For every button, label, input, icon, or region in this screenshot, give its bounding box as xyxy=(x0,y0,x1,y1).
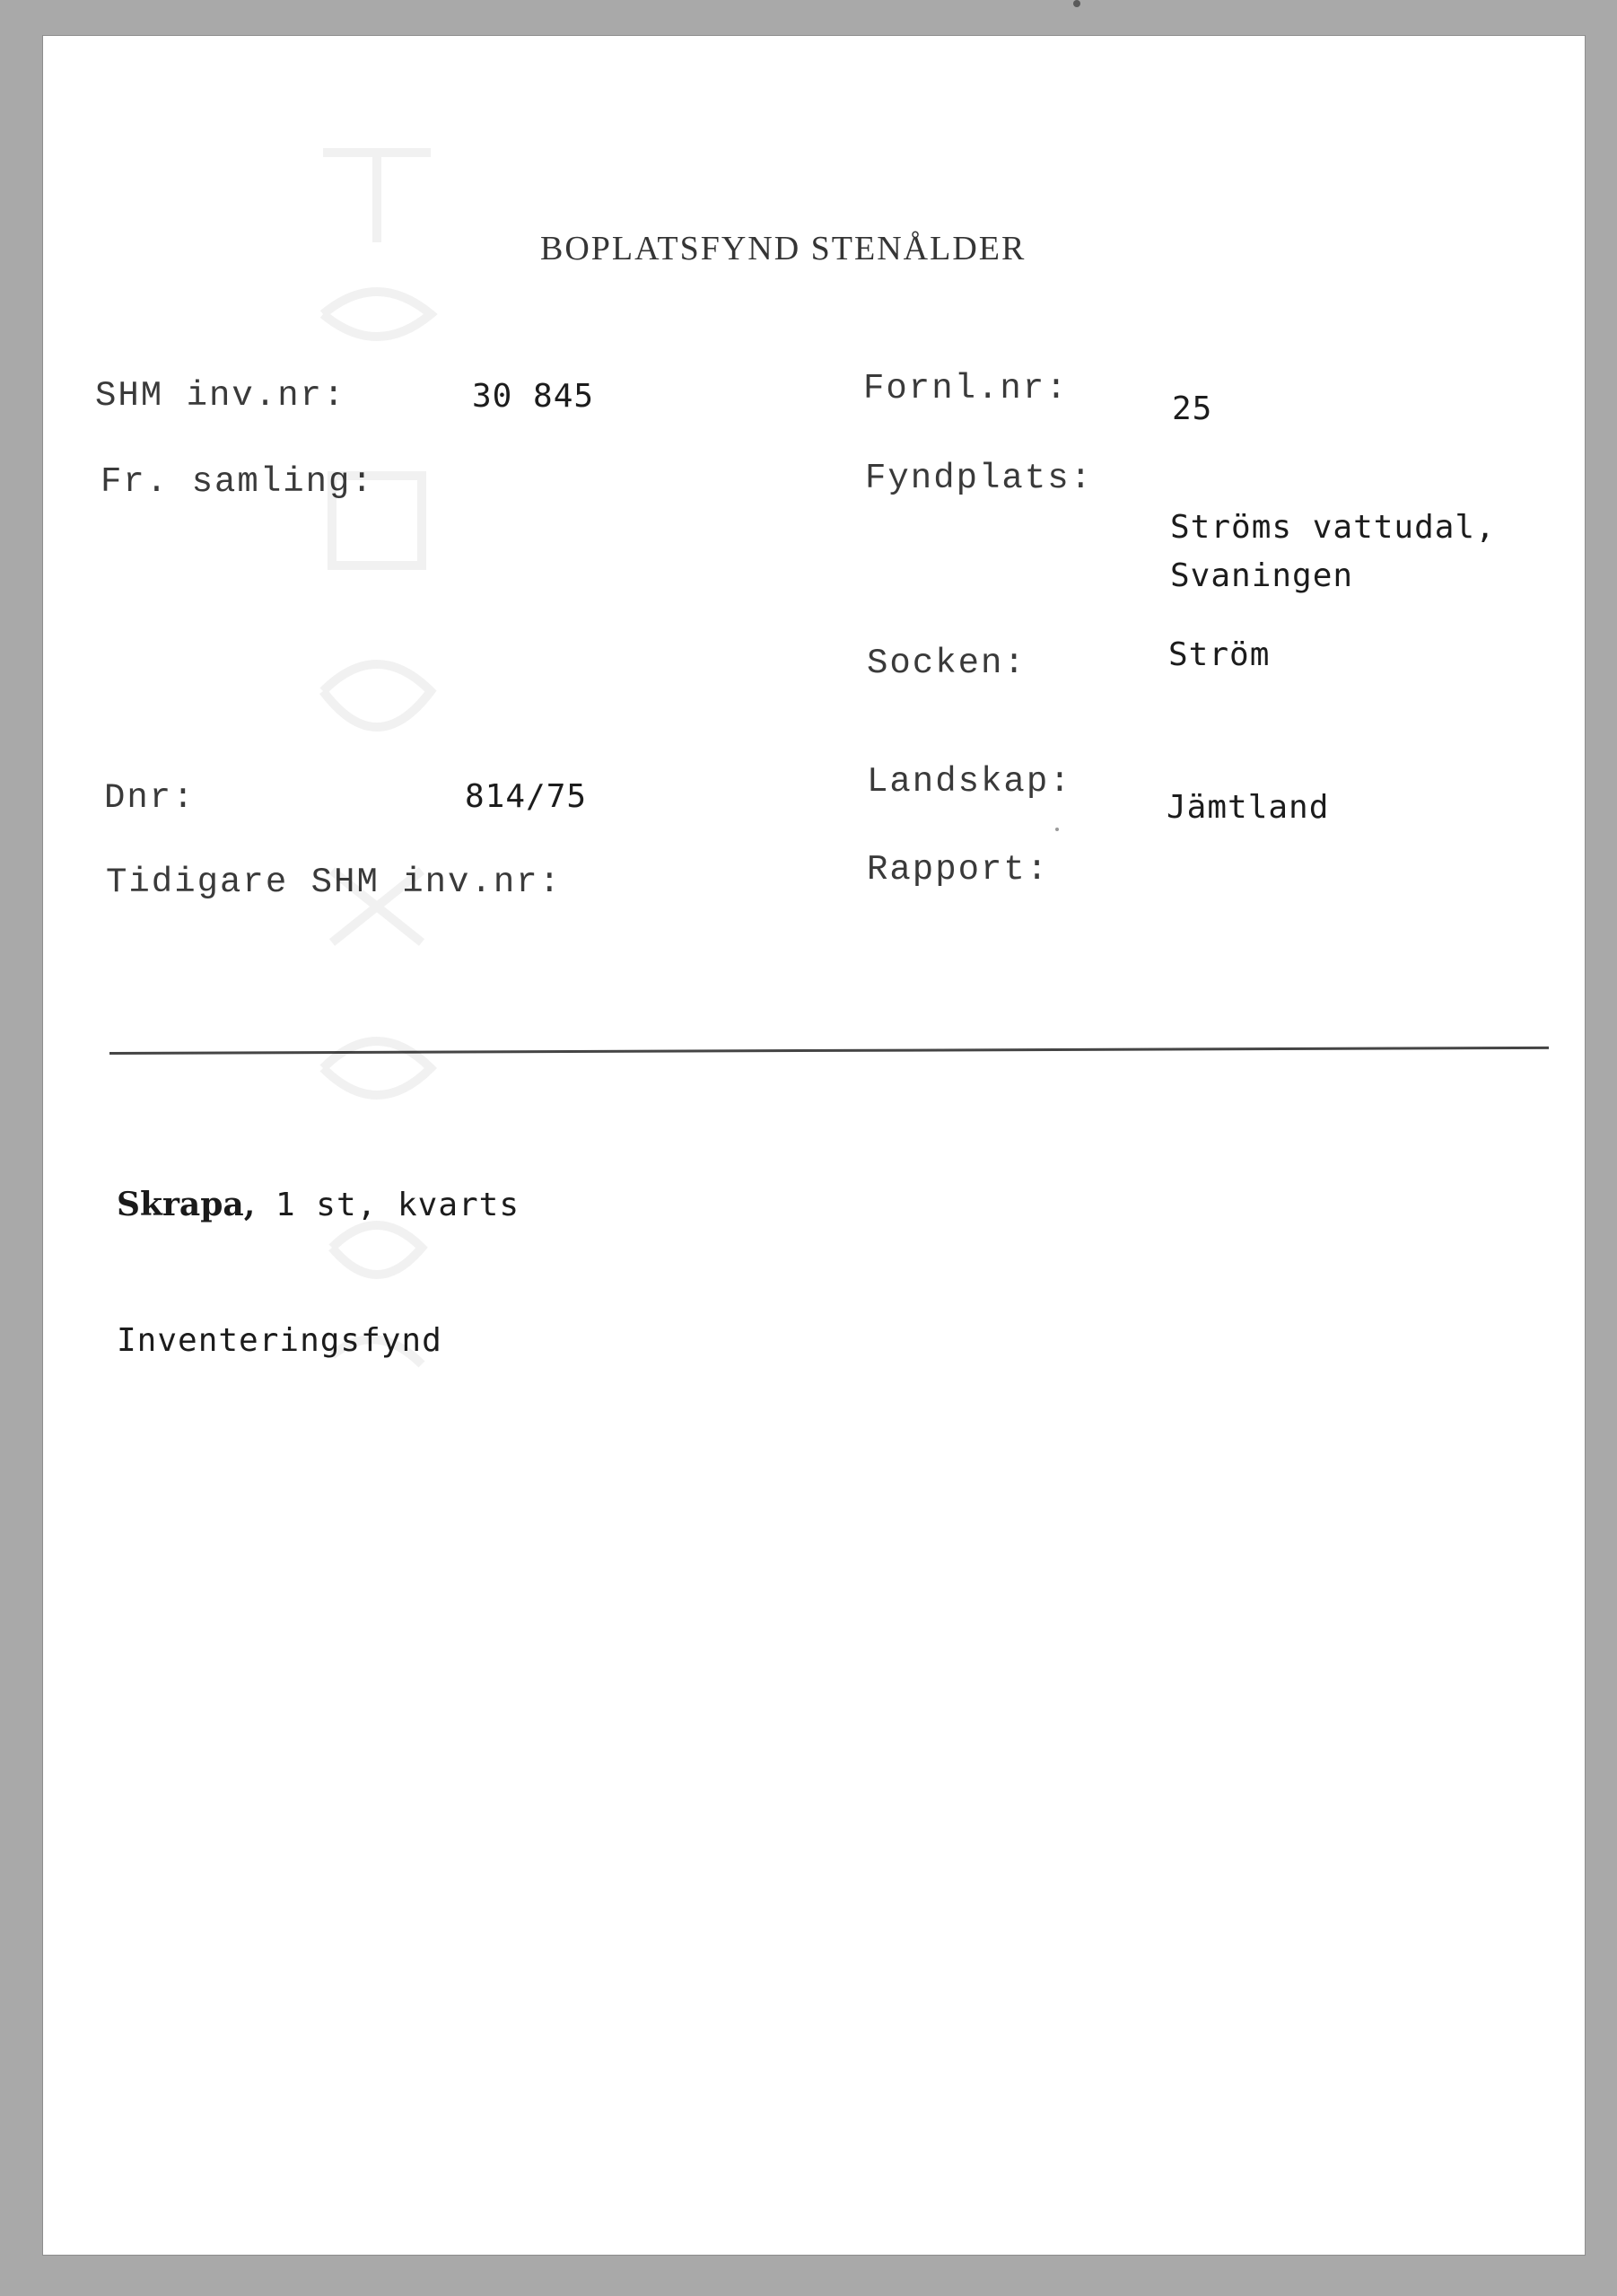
paper-speck xyxy=(1055,828,1059,831)
label-landskap: Landskap: xyxy=(867,762,1072,802)
label-rapport: Rapport: xyxy=(867,850,1050,889)
value-shm-inv-nr: 30 845 xyxy=(472,378,595,415)
find-item-details: 1 st, kvarts xyxy=(255,1187,520,1223)
value-fyndplats-line2: Svaningen xyxy=(1170,557,1354,594)
paper-speck xyxy=(1073,0,1080,7)
value-fornl-nr: 25 xyxy=(1172,390,1213,427)
value-fyndplats-line1: Ströms vattudal, xyxy=(1170,509,1496,546)
find-description xyxy=(117,1188,520,1222)
label-dnr: Dnr: xyxy=(104,778,196,818)
value-landskap: Jämtland xyxy=(1167,789,1330,826)
label-shm-inv-nr: SHM inv.nr: xyxy=(95,376,346,416)
label-fornl-nr: Fornl.nr: xyxy=(863,369,1069,408)
record-card xyxy=(43,36,1585,2255)
label-fr-samling: Fr. samling: xyxy=(101,462,374,502)
document-title: BOPLATSFYND STENÅLDER xyxy=(540,230,1027,267)
value-dnr: 814/75 xyxy=(465,778,588,815)
label-tidigare-shm-inv-nr: Tidigare SHM inv.nr: xyxy=(106,863,563,902)
find-note: Inventeringsfynd xyxy=(117,1322,442,1359)
value-socken: Ström xyxy=(1168,636,1271,673)
find-item-name: Skrapa, xyxy=(117,1186,256,1223)
label-fyndplats: Fyndplats: xyxy=(865,459,1094,498)
label-socken: Socken: xyxy=(867,644,1027,683)
